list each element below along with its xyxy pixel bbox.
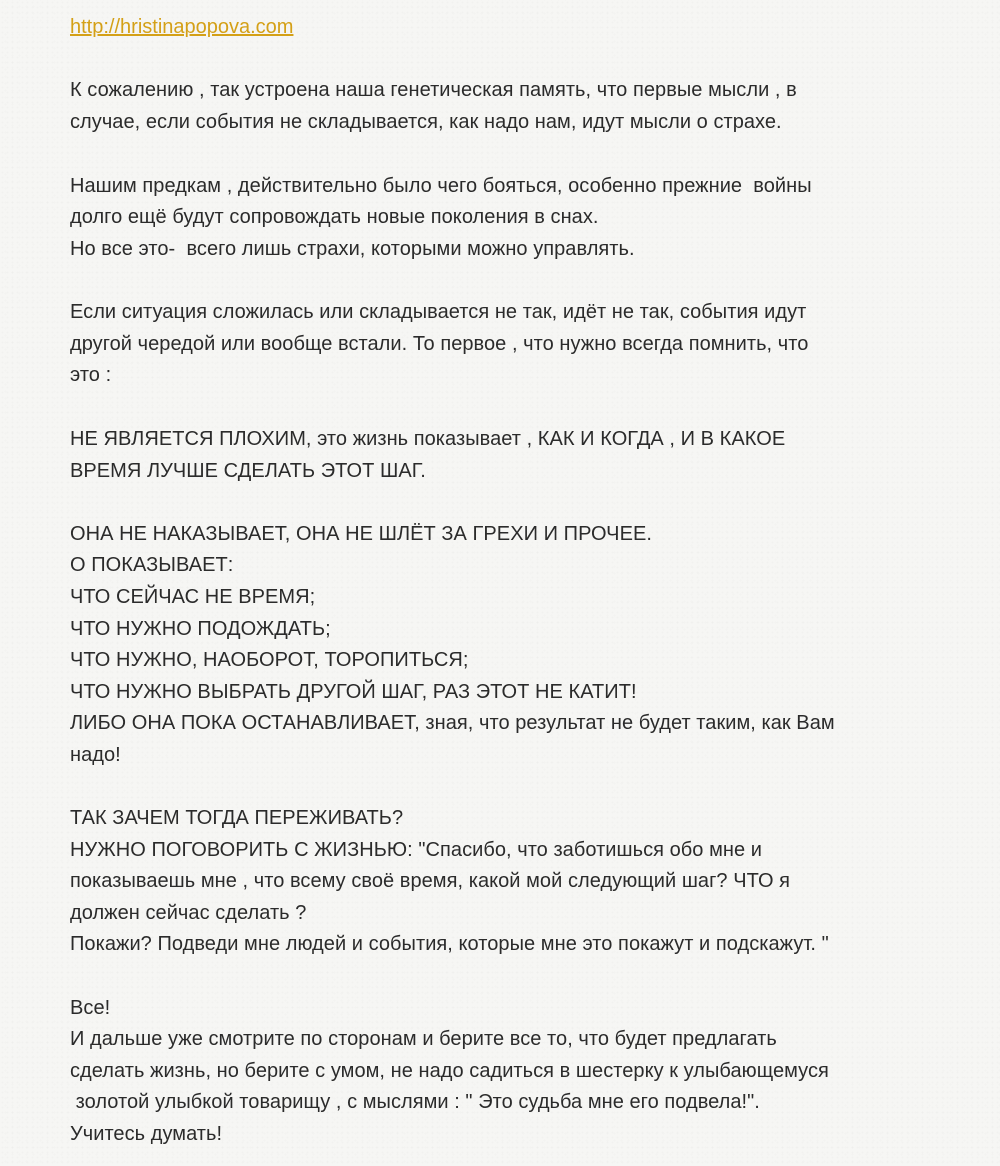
text-line: ЧТО НУЖНО, НАОБОРОТ, ТОРОПИТЬСЯ; (70, 649, 469, 671)
text-line: золотой улыбкой товарищу , с мыслями : " Это судьба мне его подвела!". (70, 1091, 760, 1113)
text-line: должен сейчас сделать ? (70, 902, 307, 924)
text-line: другой чередой или вообще встали. То первое , что нужно всегда помнить, что (70, 333, 809, 355)
text-line: показываешь мне , что всему своё время, какой мой следующий шаг? ЧТО я (70, 870, 791, 892)
text-line: НЕ ЯВЛЯЕТСЯ ПЛОХИМ, это жизнь показывает , КАК И КОГДА , И В КАКОЕ (70, 428, 786, 450)
text-line: ЧТО СЕЙЧАС НЕ ВРЕМЯ; (70, 586, 316, 608)
text-line: Покажи? Подведи мне людей и события, которые мне это покажут и подскажут. " (70, 933, 829, 955)
text-line: НУЖНО ПОГОВОРИТЬ С ЖИЗНЬЮ: "Спасибо, что заботишься обо мне и (70, 839, 762, 861)
text-line: Но все это- всего лишь страхи, которыми можно управлять. (70, 238, 635, 260)
text-line: случае, если события не складывается, как надо нам, идут мысли о страхе. (70, 111, 782, 133)
text-line: ТАК ЗАЧЕМ ТОГДА ПЕРЕЖИВАТЬ? (70, 807, 404, 829)
text-line: К сожалению , так устроена наша генетическая память, что первые мысли , в (70, 79, 797, 101)
text-line: ЧТО НУЖНО ПОДОЖДАТЬ; (70, 618, 331, 640)
text-line: ОНА НЕ НАКАЗЫВАЕТ, ОНА НЕ ШЛЁТ ЗА ГРЕХИ И ПРОЧЕЕ. (70, 523, 652, 545)
text-line: долго ещё будут сопровождать новые поколения в снах. (70, 206, 599, 228)
text-line: это : (70, 364, 112, 386)
text-line: ВРЕМЯ ЛУЧШЕ СДЕЛАТЬ ЭТОТ ШАГ. (70, 460, 426, 482)
text-line: Если ситуация сложилась или складывается не так, идёт не так, события идут (70, 301, 807, 323)
text-line: надо! (70, 744, 121, 766)
text-line: И дальше уже смотрите по сторонам и берите все то, что будет предлагать (70, 1028, 777, 1050)
text-line: Все! (70, 997, 111, 1019)
text-line: Учитесь думать! (70, 1123, 223, 1145)
text-line: Нашим предкам , действительно было чего бояться, особенно прежние войны (70, 175, 812, 197)
website-link[interactable]: http://hristinapopova.com (70, 16, 294, 38)
text-line: О ПОКАЗЫВАЕТ: (70, 554, 234, 576)
text-line: сделать жизнь, но берите с умом, не надо садиться в шестерку к улыбающемуся (70, 1060, 829, 1082)
text-line: ЛИБО ОНА ПОКА ОСТАНАВЛИВАЕТ, зная, что результат не будет таким, как Вам (70, 712, 835, 734)
text-line: ЧТО НУЖНО ВЫБРАТЬ ДРУГОЙ ШАГ, РАЗ ЭТОТ НЕ КАТИТ! (70, 681, 637, 703)
